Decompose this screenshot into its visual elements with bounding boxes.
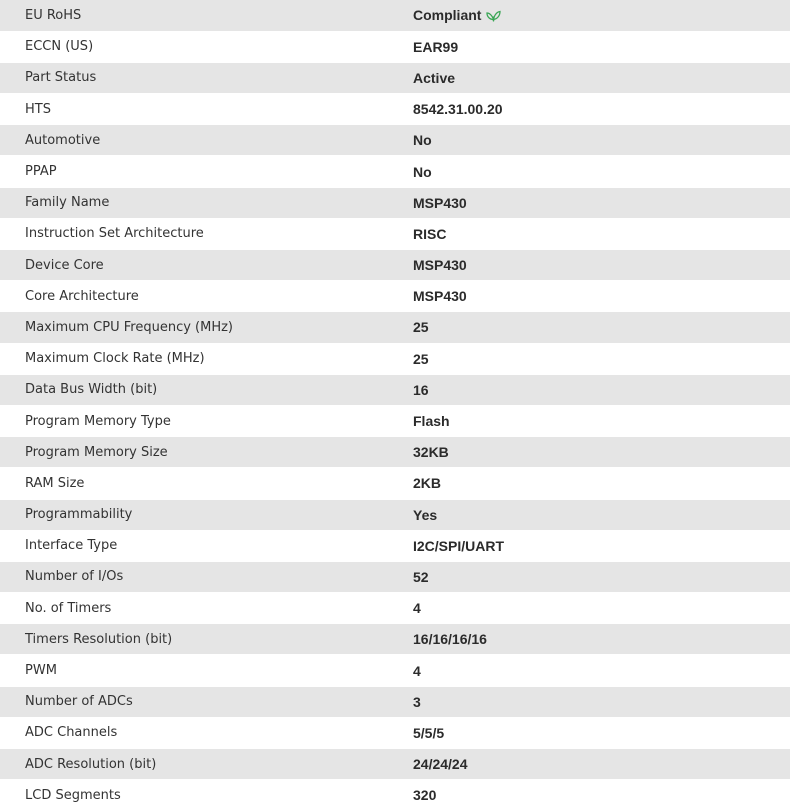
spec-value-text: 24/24/24 xyxy=(413,756,468,773)
spec-value xyxy=(413,62,790,93)
spec-value-text: 16/16/16/16 xyxy=(413,631,487,648)
spec-value xyxy=(413,530,790,561)
spec-row-ram-size xyxy=(0,468,790,499)
spec-value xyxy=(413,156,790,187)
spec-label: No. of Timers xyxy=(25,600,112,616)
spec-row-interface-type xyxy=(0,530,790,561)
spec-label: Maximum Clock Rate (MHz) xyxy=(25,351,205,367)
spec-label: Part Status xyxy=(25,70,97,86)
spec-value-text: No xyxy=(413,132,432,149)
spec-value-text: 4 xyxy=(413,662,421,679)
spec-label: EU RoHS xyxy=(25,7,82,23)
spec-row-eu-rohs xyxy=(0,0,790,31)
spec-value xyxy=(413,405,790,436)
spec-value-text: EAR99 xyxy=(413,38,459,55)
spec-label: Number of ADCs xyxy=(25,694,133,710)
spec-value xyxy=(413,624,790,655)
spec-value xyxy=(413,499,790,530)
spec-row-eccn-us xyxy=(0,31,790,62)
spec-row-adc-channels xyxy=(0,717,790,748)
spec-label: Programmability xyxy=(25,507,133,523)
spec-value-text: 32KB xyxy=(413,444,449,461)
spec-row-number-of-adcs xyxy=(0,686,790,717)
spec-value xyxy=(413,437,790,468)
spec-label: Program Memory Size xyxy=(25,444,168,460)
spec-row-programmability xyxy=(0,499,790,530)
spec-value xyxy=(413,31,790,62)
spec-row-no-of-timers xyxy=(0,593,790,624)
spec-row-program-memory-type xyxy=(0,405,790,436)
spec-label: PPAP xyxy=(25,164,57,180)
spec-value-text: 16 xyxy=(413,381,429,398)
spec-row-timers-resolution-bit xyxy=(0,624,790,655)
spec-row-automotive xyxy=(0,125,790,156)
spec-row-data-bus-width-bit xyxy=(0,374,790,405)
spec-value-text: RISC xyxy=(413,225,447,242)
spec-value xyxy=(413,780,790,811)
spec-value-text: 3 xyxy=(413,693,421,710)
leaf-icon xyxy=(486,10,501,22)
spec-row-device-core xyxy=(0,250,790,281)
spec-label: Core Architecture xyxy=(25,288,139,304)
spec-row-lcd-segments xyxy=(0,780,790,811)
spec-value-text: 2KB xyxy=(413,475,442,492)
spec-label: Maximum CPU Frequency (MHz) xyxy=(25,319,233,335)
spec-row-number-of-i-os xyxy=(0,561,790,592)
spec-value xyxy=(413,125,790,156)
spec-row-program-memory-size xyxy=(0,437,790,468)
spec-label: ADC Resolution (bit) xyxy=(25,756,157,772)
spec-label: Timers Resolution (bit) xyxy=(25,631,173,647)
spec-value-text: No xyxy=(413,163,432,180)
spec-row-part-status xyxy=(0,62,790,93)
spec-value-text: MSP430 xyxy=(413,194,467,211)
spec-value-text: Flash xyxy=(413,413,450,430)
spec-row-pwm xyxy=(0,655,790,686)
spec-row-core-architecture xyxy=(0,281,790,312)
spec-label: RAM Size xyxy=(25,475,85,491)
spec-row-hts xyxy=(0,94,790,125)
spec-value-text: 8542.31.00.20 xyxy=(413,101,503,118)
spec-value xyxy=(413,250,790,281)
spec-value-text: 25 xyxy=(413,319,429,336)
spec-value xyxy=(413,717,790,748)
spec-value xyxy=(413,468,790,499)
spec-value-text: I2C/SPI/UART xyxy=(413,537,505,554)
spec-value xyxy=(413,218,790,249)
spec-row-maximum-clock-rate-mhz xyxy=(0,343,790,374)
spec-label: PWM xyxy=(25,663,57,679)
spec-label: Program Memory Type xyxy=(25,413,171,429)
spec-label: Number of I/Os xyxy=(25,569,124,585)
spec-value xyxy=(413,374,790,405)
spec-label: Interface Type xyxy=(25,538,118,554)
spec-value-text: 5/5/5 xyxy=(413,724,445,741)
spec-label: Family Name xyxy=(25,195,110,211)
spec-value xyxy=(413,749,790,780)
spec-value xyxy=(413,686,790,717)
spec-value-text: MSP430 xyxy=(413,288,467,305)
spec-value xyxy=(413,0,790,31)
spec-label: Device Core xyxy=(25,257,104,273)
spec-row-instruction-set-architecture xyxy=(0,218,790,249)
spec-label: Instruction Set Architecture xyxy=(25,226,204,242)
spec-value xyxy=(413,655,790,686)
spec-row-maximum-cpu-frequency-mhz xyxy=(0,312,790,343)
spec-value xyxy=(413,561,790,592)
spec-value xyxy=(413,187,790,218)
spec-label: Data Bus Width (bit) xyxy=(25,382,158,398)
spec-value-text: 320 xyxy=(413,787,437,804)
spec-label: LCD Segments xyxy=(25,787,121,803)
spec-label: ECCN (US) xyxy=(25,39,94,55)
spec-label: Automotive xyxy=(25,132,101,148)
spec-value-text: MSP430 xyxy=(413,257,467,274)
spec-value xyxy=(413,593,790,624)
spec-value-text: 52 xyxy=(413,568,429,585)
spec-value-text: Compliant xyxy=(413,7,482,24)
spec-value-text: Yes xyxy=(413,506,438,523)
spec-value xyxy=(413,94,790,125)
spec-value-text: 4 xyxy=(413,600,421,617)
spec-label: ADC Channels xyxy=(25,725,118,741)
spec-value xyxy=(413,343,790,374)
spec-value xyxy=(413,312,790,343)
spec-label: HTS xyxy=(25,101,51,117)
spec-row-adc-resolution-bit xyxy=(0,749,790,780)
spec-row-ppap xyxy=(0,156,790,187)
spec-value-text: 25 xyxy=(413,350,429,367)
spec-value xyxy=(413,281,790,312)
spec-row-family-name xyxy=(0,187,790,218)
spec-value-text: Active xyxy=(413,69,456,86)
